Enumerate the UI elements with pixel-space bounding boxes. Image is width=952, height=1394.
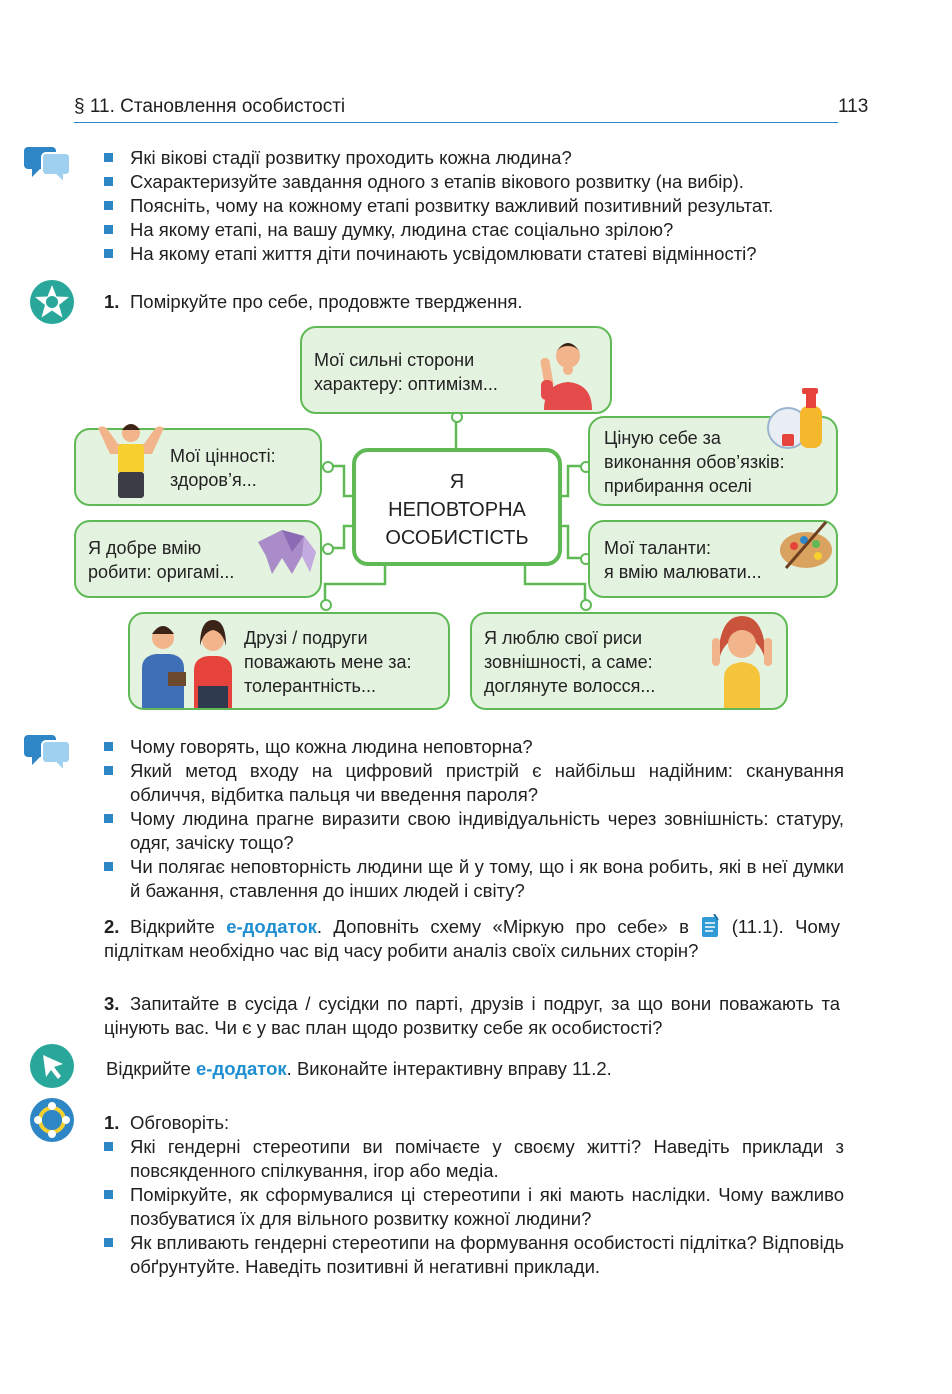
questions-list-1: [104, 146, 844, 266]
connector-dot: [322, 461, 334, 473]
section-title: § 11. Становлення особистості: [74, 96, 346, 117]
duties-box: Ціную себе за виконання обов’язків: прибирання оселі: [588, 416, 838, 506]
task-1: 1. Поміркуйте про себе, продовжте твердження.: [104, 291, 523, 312]
list-item: Які вікові стадії розвитку проходить кожна людина?: [104, 146, 844, 170]
athlete-illustration: [94, 418, 168, 504]
cleaning-supplies-illustration: [766, 384, 830, 454]
list-item: На якому етапі життя діти починають усвідомлювати статеві відмінності?: [104, 242, 844, 266]
connector-dot: [322, 543, 334, 555]
list-item: Які гендерні стереотипи ви помічаєте у своєму житті? Наведіть приклади з повсякденного спілкування, ігор або медіа.: [104, 1135, 844, 1183]
page-header: [74, 94, 838, 123]
list-item: На якому етапі, на вашу думку, людина стає соціально зрілою?: [104, 218, 844, 242]
friends-box: Друзі / подруги поважають мене за: толерантність...: [128, 612, 450, 710]
page-number: 113: [838, 96, 869, 117]
origami-elephant-illustration: [252, 522, 322, 580]
cursor-icon: [28, 1042, 76, 1090]
list-item: Як впливають гендерні стереотипи на формування особистості підлітка? Відповідь обґрунтуйте. Наведіть позитивні й негативні приклади.: [104, 1231, 844, 1279]
questions-list-3: [104, 1135, 844, 1279]
list-item: Який метод входу на цифровий пристрій є найбільш надійним: сканування обличчя, відбитка пальця чи введення пароля?: [104, 759, 844, 807]
questions-list-2: [104, 735, 844, 903]
e-app-link[interactable]: е-додаток: [226, 916, 317, 937]
paint-palette-icon: [776, 516, 836, 574]
self-diagram: [70, 322, 850, 722]
discussion-bubbles-icon: [24, 141, 72, 189]
talents-box: Мої таланти: я вмію малювати...: [588, 520, 838, 598]
list-item: Поясніть, чому на кожному етапі розвитку важливий позитивний результат.: [104, 194, 844, 218]
notebook-icon[interactable]: [700, 914, 720, 938]
list-item: Чи полягає неповторність людини ще й у тому, що і як вона робить, які в неї думки й бажання, ставлення до інших людей і світу?: [104, 855, 844, 903]
group-icon: [28, 1096, 76, 1144]
task-2: 2. Відкрийте е-додаток. Доповніть схему «Міркую про себе» в (11.1). Чому підліткам необхідно час від часу робити аналіз своїх сильних сторін?: [104, 916, 840, 961]
friends-illustration: [138, 616, 240, 708]
waving-man-illustration: [534, 330, 602, 410]
list-item: Чому людина прагне виразити свою індивідуальність через зовнішність: статуру, одяг, зачіску тощо?: [104, 807, 844, 855]
values-box: Мої цінності: здоров’я...: [74, 428, 322, 506]
discussion-bubbles-icon: [24, 729, 72, 777]
woman-hair-illustration: [704, 612, 780, 708]
list-item: Чому говорять, що кожна людина неповторна?: [104, 735, 844, 759]
list-item: Схарактеризуйте завдання одного з етапів вікового розвитку (на вибір).: [104, 170, 844, 194]
skills-box: Я добре вмію робити: оригамі...: [74, 520, 322, 598]
task-3: 3. Запитайте в сусіда / сусідки по парті, друзів і подруг, за що вони поважають та цінують вас. Чи є у вас план щодо розвитку себе як особистості?: [104, 993, 840, 1038]
appearance-box: Я люблю свої риси зовнішності, а саме: доглянуте волосся...: [470, 612, 788, 710]
connector-dot: [320, 599, 332, 611]
strengths-box: Мої сильні сторони характеру: оптимізм...: [300, 326, 612, 414]
star-icon: [28, 278, 76, 326]
discuss-title: 1. Обговоріть:: [104, 1112, 230, 1133]
interactive-task: Відкрийте е-додаток. Виконайте інтерактивну вправу 11.2.: [106, 1058, 612, 1079]
list-item: Поміркуйте, як сформувалися ці стереотипи і які мають наслідки. Чому важливо позбуватися їх для вільного розвитку кожної людини?: [104, 1183, 844, 1231]
e-app-link[interactable]: е-додаток: [196, 1058, 287, 1079]
center-node: Я НЕПОВТОРНА ОСОБИСТІСТЬ: [352, 448, 562, 566]
connector-dot: [580, 599, 592, 611]
